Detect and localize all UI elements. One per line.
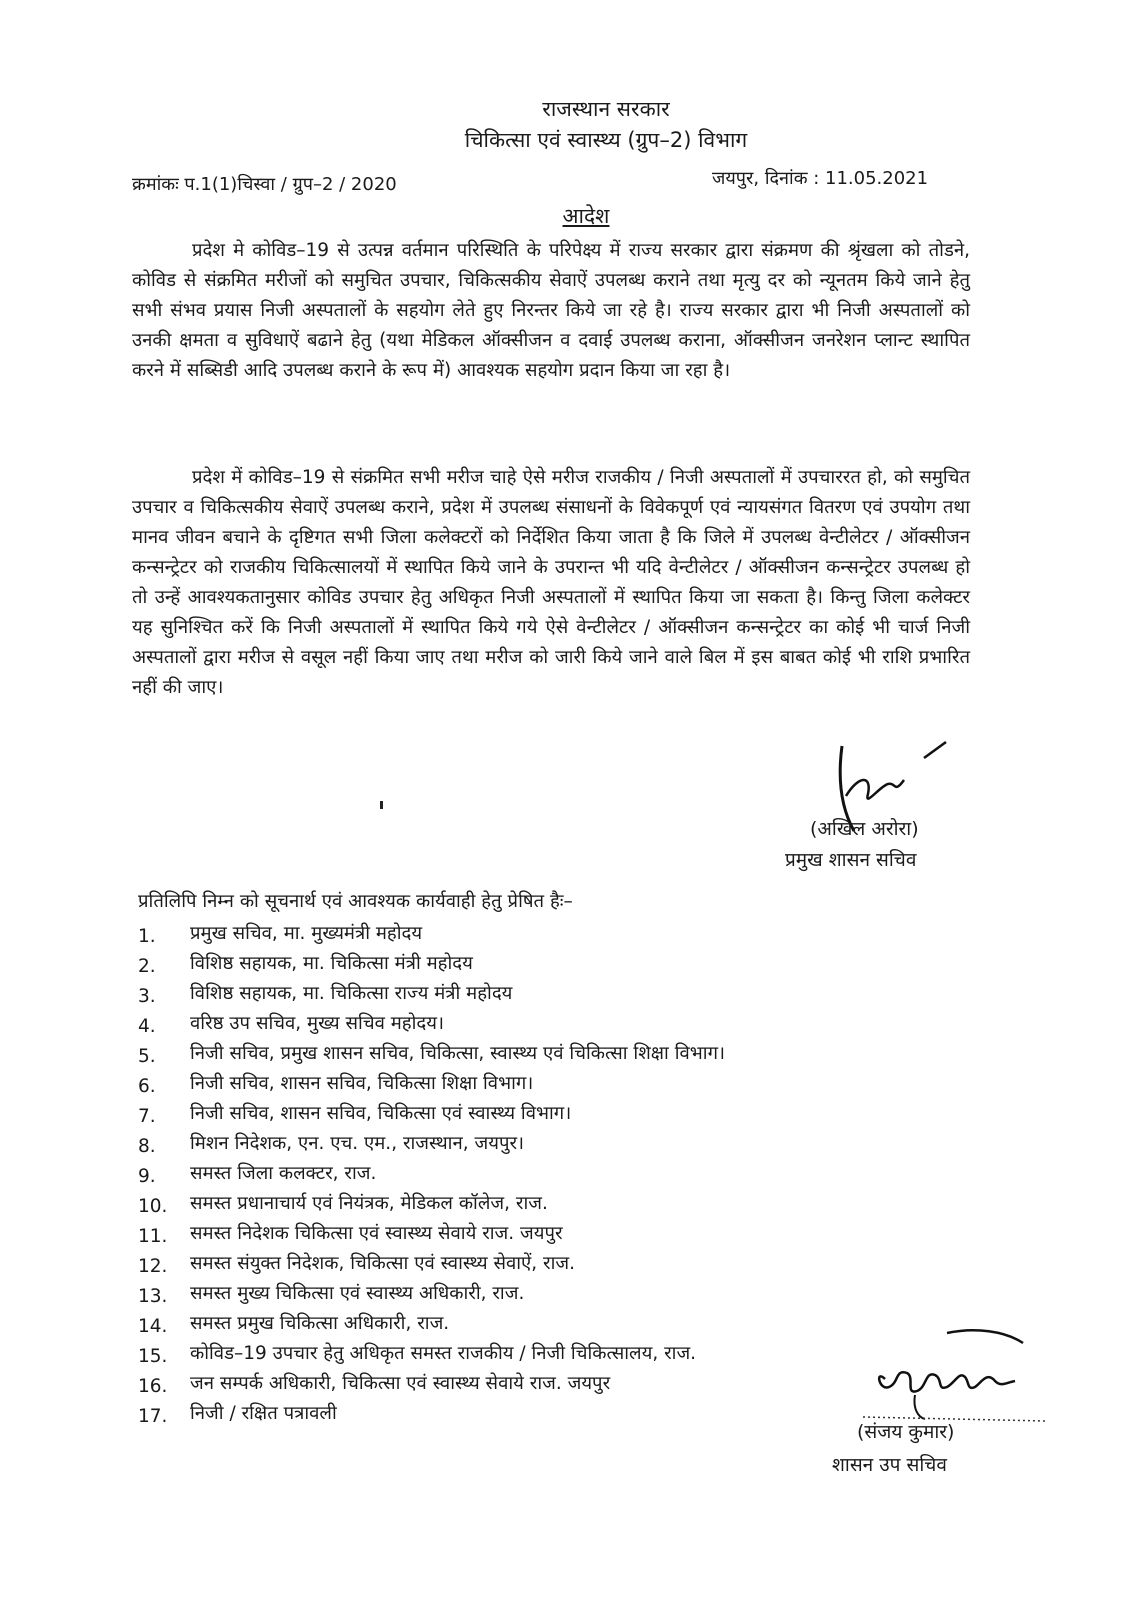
copy-to-item-number: 12. <box>138 1256 168 1277</box>
copy-to-item-text: समस्त निदेशक चिकित्सा एवं स्वास्थ्य सेवाये राज. जयपुर <box>190 1223 563 1244</box>
copy-to-item-text: समस्त प्रमुख चिकित्सा अधिकारी, राज. <box>190 1313 450 1334</box>
copy-to-item <box>138 1160 938 1190</box>
signer1-title: प्रमुख शासन सचिव <box>785 849 917 871</box>
copy-to-item-text: विशिष्ठ सहायक, मा. चिकित्सा राज्य मंत्री महोदय <box>190 983 513 1004</box>
body-paragraph-1: प्रदेश मे कोविड–19 से उत्पन्न वर्तमान परिस्थिति के परिपेक्ष्य में राज्य सरकार द्वारा संक्रमण की श्रृंखला को तोडने, कोविड से संक्रमित मरीजों को समुचित उपचार, चिकित्सकीय सेवाऐं उपलब्ध कराने तथा मृत्यु दर को न्यूनतम किये जाने हेतु सभी संभव प्रयास निजी अस्पतालों के सहयोग लेते हुए निरन्तर किये जा रहे है। राज्य सरकार द्वारा भी निजी अस्पतालों को उनकी क्षमता व सुविधाऐं बढाने हेतु (यथा मेडिकल ऑक्सीजन व दवाई उपलब्ध कराना, ऑक्सीजन जनरेशन प्लान्ट स्थापित करने में सब्सिडी आदि उपलब्ध कराने के रूप में) आवश्यक सहयोग प्रदान किया जा रहा है। <box>132 240 971 381</box>
government-header: राजस्थान सरकार <box>542 97 670 121</box>
copy-to-item <box>138 920 938 950</box>
copy-to-item-text: विशिष्ठ सहायक, मा. चिकित्सा मंत्री महोदय <box>190 953 473 974</box>
reference-number: क्रमांकः प.1(1)चिस्वा / ग्रुप–2 / 2020 <box>132 174 397 195</box>
copy-to-item-number: 2. <box>138 956 156 977</box>
copy-to-item <box>138 1190 938 1220</box>
copy-to-item-number: 10. <box>138 1196 168 1217</box>
copy-to-item-number: 1. <box>138 926 156 947</box>
copy-to-item-number: 17. <box>138 1406 168 1427</box>
copy-to-item-number: 5. <box>138 1046 156 1067</box>
signer2-name: (संजय कुमार) <box>857 1421 955 1443</box>
copy-to-intro: प्रतिलिपि निम्न को सूचनार्थ एवं आवश्यक कार्यवाही हेतु प्रेषित हैः– <box>138 891 573 912</box>
signature-mark-2 <box>855 1325 1055 1425</box>
signer1-name: (अखिल अरोरा) <box>810 818 919 840</box>
copy-to-item-number: 13. <box>138 1286 168 1307</box>
copy-to-item <box>138 950 938 980</box>
copy-to-item-text: निजी सचिव, प्रमुख शासन सचिव, चिकित्सा, स्वास्थ्य एवं चिकित्सा शिक्षा विभाग। <box>190 1043 726 1064</box>
copy-to-item-text: निजी / रक्षित पत्रावली <box>190 1403 337 1424</box>
copy-to-item <box>138 1040 938 1070</box>
copy-to-item-number: 16. <box>138 1376 168 1397</box>
copy-to-item-text: निजी सचिव, शासन सचिव, चिकित्सा एवं स्वास्थ्य विभाग। <box>190 1103 572 1124</box>
order-title: आदेश <box>562 204 610 228</box>
copy-to-item-number: 15. <box>138 1346 168 1367</box>
copy-to-item-text: वरिष्ठ उप सचिव, मुख्य सचिव महोदय। <box>190 1013 444 1034</box>
copy-to-item <box>138 1250 938 1280</box>
copy-to-item <box>138 1340 938 1370</box>
copy-to-item-text: समस्त मुख्य चिकित्सा एवं स्वास्थ्य अधिकारी, राज. <box>190 1283 525 1304</box>
body-paragraph-2: प्रदेश में कोविड–19 से संक्रमित सभी मरीज चाहे ऐसे मरीज राजकीय / निजी अस्पतालों में उपचाररत हो, को समुचित उपचार व चिकित्सकीय सेवाऐं उपलब्ध कराने, प्रदेश में उपलब्ध संसाधनों के विवेकपूर्ण एवं न्यायसंगत वितरण एवं उपयोग तथा मानव जीवन बचाने के दृष्टिगत सभी जिला कलेक्टरों को निर्देशित किया जाता है कि जिले में उपलब्ध वेन्टीलेटर / ऑक्सीजन कन्सन्ट्रेटर को राजकीय चिकित्सालयों में स्थापित किये जाने के उपरान्त भी यदि वेन्टीलेटर / ऑक्सीजन कन्सन्ट्रेटर उपलब्ध हो तो उन्हें आवश्यकतानुसार कोविड उपचार हेतु अधिकृत निजी अस्पतालों में स्थापित किया जा सकता है। किन्तु जिला कलेक्टर यह सुनिश्चित करें कि निजी अस्पतालों में स्थापित किये गये ऐसे वेन्टीलेटर / ऑक्सीजन कन्सन्ट्रेटर का कोई भी चार्ज निजी अस्पतालों द्वारा मरीज से वसूल नहीं किया जाए तथा मरीज को जारी किये जाने वाले बिल में इस बाबत कोई भी राशि प्रभारित नहीं की जाए। <box>132 467 971 698</box>
copy-to-item-text: समस्त जिला कलक्टर, राज. <box>190 1163 377 1184</box>
copy-to-item-number: 11. <box>138 1226 168 1247</box>
copy-to-item <box>138 980 938 1010</box>
copy-to-item-number: 14. <box>138 1316 168 1337</box>
department-header: चिकित्सा एवं स्वास्थ्य (ग्रुप–2) विभाग <box>464 128 748 152</box>
copy-to-item-number: 3. <box>138 986 156 1007</box>
copy-to-item-text: मिशन निदेशक, एन. एच. एम., राजस्थान, जयपुर। <box>190 1133 525 1154</box>
copy-to-item-text: समस्त प्रधानाचार्य एवं नियंत्रक, मेडिकल कॉलेज, राज. <box>190 1193 548 1214</box>
copy-to-item <box>138 1370 938 1400</box>
copy-to-item <box>138 1310 938 1340</box>
copy-to-item <box>138 1010 938 1040</box>
signer2-title: शासन उप सचिव <box>832 1454 947 1476</box>
date-line: जयपुर, दिनांक : 11.05.2021 <box>712 168 929 189</box>
copy-to-item-text: निजी सचिव, शासन सचिव, चिकित्सा शिक्षा विभाग। <box>190 1073 534 1094</box>
copy-to-item-text: जन सम्पर्क अधिकारी, चिकित्सा एवं स्वास्थ्य सेवाये राज. जयपुर <box>190 1373 611 1394</box>
copy-to-item-number: 9. <box>138 1166 156 1187</box>
copy-to-item-text: समस्त संयुक्त निदेशक, चिकित्सा एवं स्वास्थ्य सेवाऐं, राज. <box>190 1253 575 1274</box>
copy-to-item <box>138 1280 938 1310</box>
copy-to-item-text: प्रमुख सचिव, मा. मुख्यमंत्री महोदय <box>190 923 423 944</box>
copy-to-item-number: 7. <box>138 1106 156 1127</box>
copy-to-item <box>138 1400 938 1430</box>
copy-to-item <box>138 1070 938 1100</box>
copy-to-item <box>138 1220 938 1250</box>
copy-to-item-number: 6. <box>138 1076 156 1097</box>
copy-to-item-number: 4. <box>138 1016 156 1037</box>
copy-to-item <box>138 1130 938 1160</box>
stray-mark <box>380 801 383 809</box>
copy-to-item-number: 8. <box>138 1136 156 1157</box>
copy-to-list <box>138 920 938 1430</box>
copy-to-item-text: कोविड–19 उपचार हेतु अधिकृत समस्त राजकीय / निजी चिकित्सालय, राज. <box>190 1343 697 1364</box>
copy-to-item <box>138 1100 938 1130</box>
